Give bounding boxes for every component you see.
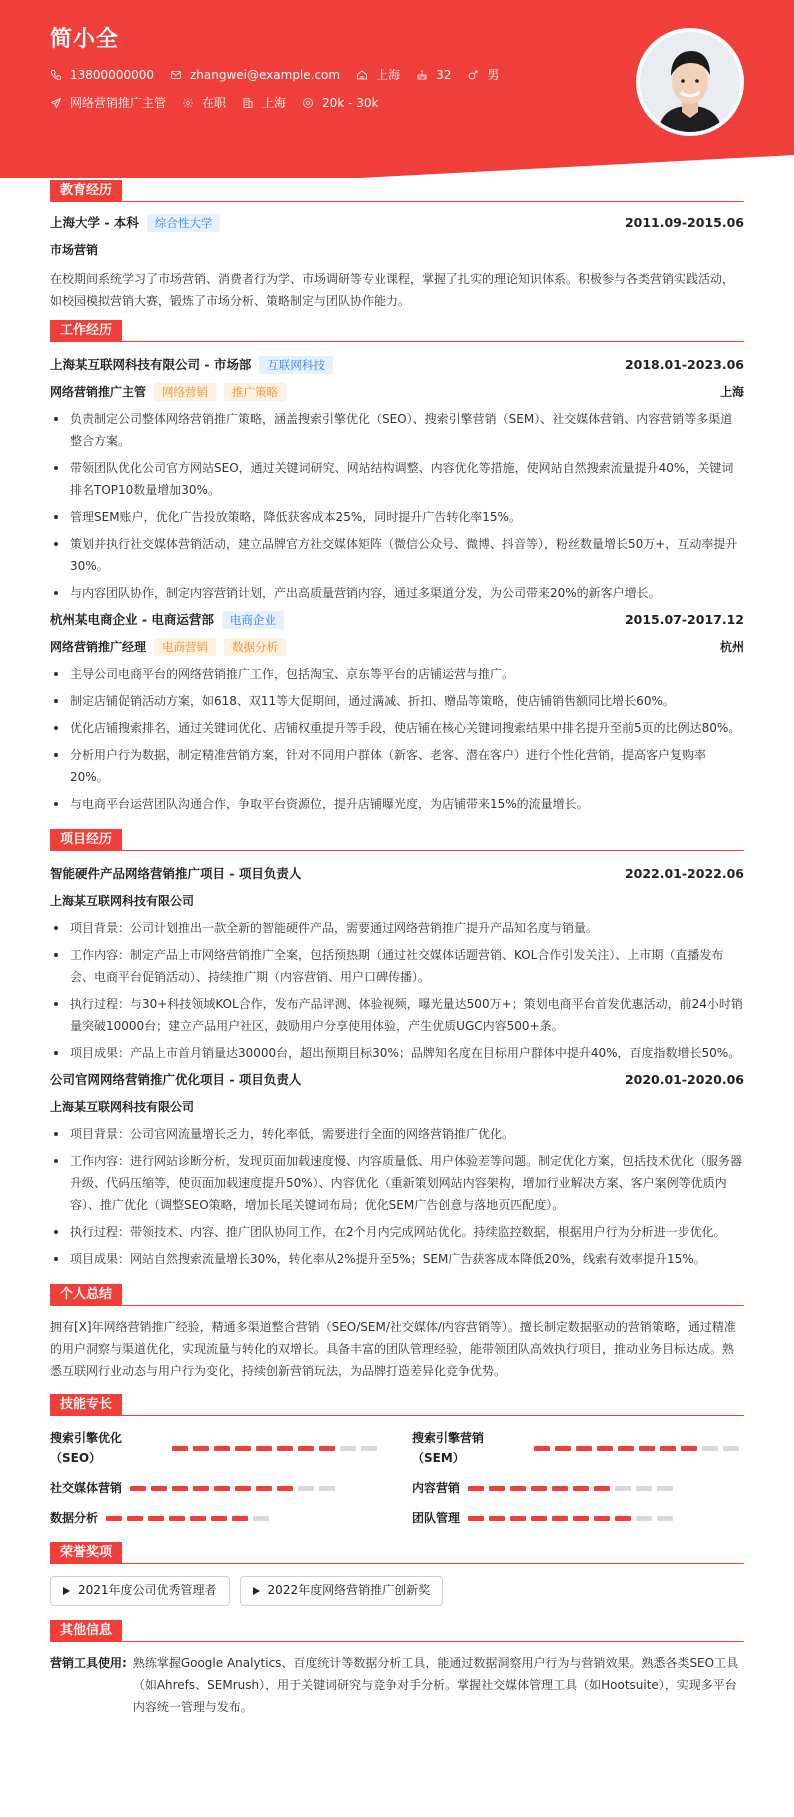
skill-level-segment [148, 1516, 164, 1521]
skill-level-segment [298, 1486, 314, 1491]
skill-level-segment [190, 1516, 206, 1521]
skill-level-segment [256, 1486, 272, 1491]
section-divider [122, 1563, 744, 1564]
list-item: 策划并执行社交媒体营销活动，建立品牌官方社交媒体矩阵（微信公众号、微博、抖音等），粉丝数量增长50万+，互动率提升30%。 [50, 533, 744, 577]
resume-header [0, 0, 794, 178]
skill-level-segment [169, 1516, 185, 1521]
other-info-value: 熟练掌握Google Analytics、百度统计等数据分析工具，能通过数据洞察用户行为与营销效果。熟悉各类SEO工具（如Ahrefs、SEMrush），用于关键词研究与竞争对手分析。掌握社交媒体管理工具（如Hootsuite），实现多平台内容统一管理与发布。 [132, 1656, 739, 1714]
skill-level-segment [193, 1446, 209, 1451]
section-divider [122, 850, 744, 851]
job-intent-row [50, 94, 515, 112]
skill-level-segment [127, 1516, 143, 1521]
skill-level-segment [573, 1516, 589, 1521]
section-skills-title: 技能专长 [50, 1394, 122, 1416]
gender-item [467, 66, 499, 84]
skill-level-segment [319, 1486, 335, 1491]
work-position: 网络营销推广主管 [50, 385, 147, 399]
skill-level-segment [235, 1446, 251, 1451]
skill-name: 社交媒体营销 [50, 1481, 123, 1495]
project-entry-head [50, 863, 744, 885]
skill-level-segment [615, 1516, 631, 1521]
project-company: 上海某互联网科技有限公司 [50, 1100, 195, 1114]
section-awards-title: 荣誉奖项 [50, 1542, 122, 1564]
mail-icon [170, 69, 182, 81]
work-bullets [50, 663, 744, 815]
email-text: zhangwei@example.com [189, 68, 341, 82]
section-divider [122, 1641, 744, 1642]
work-company-tag: 互联网科技 [259, 356, 333, 374]
email-item [170, 66, 340, 84]
section-other [50, 1620, 744, 1642]
skill-level-bar [468, 1516, 678, 1521]
list-item: 优化店铺搜索排名，通过关键词优化、店铺权重提升等手段，使店铺在核心关键词搜索结果中排名提升至前5页的比例达80%。 [50, 717, 744, 739]
skill-level-bar [534, 1446, 744, 1451]
project-entry-head [50, 1069, 744, 1091]
gender-icon [467, 69, 479, 81]
list-item: 制定店铺促销活动方案，如618、双11等大促期间，通过满减、折扣、赠品等策略，使店铺销售额同比增长60%。 [50, 690, 744, 712]
work-position-row [50, 637, 744, 657]
skill-level-segment [361, 1446, 377, 1451]
skill-level-segment [340, 1446, 356, 1451]
skill-level-segment [552, 1486, 568, 1491]
skill-name: 搜索引擎优化（SEO） [50, 1431, 123, 1465]
coin-icon [302, 97, 314, 109]
work-company-tag: 电商企业 [222, 611, 284, 629]
building-icon [242, 97, 254, 109]
salary-text: 20k - 30k [322, 96, 379, 110]
target-city-item [242, 94, 286, 112]
education-tag: 综合性大学 [147, 214, 221, 232]
section-divider [122, 201, 744, 202]
work-company: 杭州某电商企业 - 电商运营部 [50, 612, 214, 627]
status-text: 在职 [202, 96, 227, 110]
section-project [50, 829, 744, 851]
work-entry-left [50, 609, 284, 631]
age-item [416, 66, 451, 84]
education-description: 在校期间系统学习了市场营销、消费者行为学、市场调研等专业课程，掌握了扎实的理论知识体系。积极参与各类营销实践活动，如校园模拟营销大赛，锻炼了市场分析、策略制定与团队协作能力。 [50, 272, 735, 308]
skill-item [412, 1508, 744, 1528]
work-date: 2015.07-2017.12 [624, 612, 744, 627]
education-date: 2011.09-2015.06 [624, 215, 744, 230]
gender-text: 男 [487, 68, 500, 82]
list-item: 项目背景：公司官网流量增长乏力，转化率低，需要进行全面的网络营销推广优化。 [50, 1123, 744, 1145]
list-item: 负责制定公司整体网络营销推广策略，涵盖搜索引擎优化（SEO）、搜索引擎营销（SEM）、社交媒体营销、内容营销等多渠道整合方案。 [50, 408, 744, 452]
section-work [50, 320, 744, 342]
list-item: 带领团队优化公司官方网站SEO，通过关键词研究、网站结构调整、内容优化等措施，使网站自然搜索流量提升40%，关键词排名TOP10数量增加30%。 [50, 457, 744, 501]
skills-grid [50, 1428, 744, 1528]
work-skill-tag: 推广策略 [224, 383, 286, 401]
skill-name: 团队管理 [412, 1511, 461, 1525]
skill-level-segment [531, 1486, 547, 1491]
work-date: 2018.01-2023.06 [624, 357, 744, 372]
avatar-frame [636, 28, 744, 136]
skill-level-bar [106, 1516, 274, 1521]
award-item [240, 1576, 444, 1606]
work-company: 上海某互联网科技有限公司 - 市场部 [50, 357, 252, 372]
skill-level-segment [552, 1516, 568, 1521]
work-position: 网络营销推广经理 [50, 640, 147, 654]
skill-item [50, 1508, 382, 1528]
send-icon [50, 97, 62, 109]
award-text: 2022年度网络营销推广创新奖 [267, 1583, 431, 1598]
avatar-portrait [640, 32, 740, 132]
skill-level-segment [636, 1516, 652, 1521]
target-job-text: 网络营销推广主管 [70, 96, 167, 110]
education-major: 市场营销 [50, 243, 99, 257]
section-project-title: 项目经历 [50, 829, 122, 851]
list-item: 工作内容：制定产品上市网络营销推广全案，包括预热期（通过社交媒体话题营销、KOL合作引发关注）、上市期（直播发布会、电商平台促销活动）、持续推广期（内容营销、用户口碑传播）。 [50, 944, 744, 988]
work-position-row [50, 382, 744, 402]
section-other-title: 其他信息 [50, 1620, 122, 1642]
contact-row [50, 66, 515, 84]
list-item: 执行过程：与30+科技领域KOL合作，发布产品评测、体验视频，曝光量达500万+；策划电商平台首发优惠活动，前24小时销量突破10000台；建立产品用户社区，鼓励用户分享使用体验，产生优质UGC内容500+条。 [50, 993, 744, 1037]
skill-level-segment [489, 1486, 505, 1491]
education-entry-head [50, 212, 744, 234]
skill-level-segment [256, 1446, 272, 1451]
skill-level-segment [193, 1486, 209, 1491]
header-content [50, 24, 515, 112]
skill-level-segment [211, 1516, 227, 1521]
project-company-row [50, 1097, 744, 1117]
awards-list [50, 1576, 744, 1606]
project-title: 智能硬件产品网络营销推广项目 - 项目负责人 [50, 866, 302, 881]
cake-icon [416, 69, 428, 81]
candidate-name: 简小全 [50, 27, 120, 52]
section-skills [50, 1394, 744, 1416]
skill-level-segment [151, 1486, 167, 1491]
project-date: 2020.01-2020.06 [624, 1072, 744, 1087]
project-bullets [50, 917, 744, 1064]
skill-level-segment [468, 1486, 484, 1491]
list-item: 管理SEM账户，优化广告投放策略，降低获客成本25%，同时提升广告转化率15%。 [50, 506, 744, 528]
work-skill-tag: 网络营销 [154, 383, 216, 401]
section-summary [50, 1284, 744, 1306]
work-position-left [50, 637, 286, 657]
work-city: 上海 [719, 385, 744, 399]
education-left [50, 212, 220, 234]
skill-level-segment [106, 1516, 122, 1521]
work-skill-tag: 数据分析 [224, 638, 286, 656]
list-item: 主导公司电商平台的网络营销推广工作，包括淘宝、京东等平台的店铺运营与推广。 [50, 663, 744, 685]
list-item: 工作内容：进行网站诊断分析，发现页面加载速度慢、内容质量低、用户体验差等问题。制定优化方案，包括技术优化（服务器升级、代码压缩等，使页面加载速度提升50%）、内容优化（重新策划网站内容架构，增加行业解决方案、客户案例等优质内容）、推广优化（调整SEO策略，增加长尾关键词布局；优化SEM广告创意与落地页匹配度）。 [50, 1150, 744, 1216]
work-entry [50, 609, 744, 815]
award-item [50, 1576, 230, 1606]
skill-level-segment [618, 1446, 634, 1451]
skill-level-segment [639, 1446, 655, 1451]
location-text: 上海 [376, 68, 401, 82]
play-icon [63, 1587, 70, 1595]
work-entry-head [50, 354, 744, 376]
list-item: 与内容团队协作，制定内容营销计划，产出高质量营销内容，通过多渠道分发，为公司带来20%的新客户增长。 [50, 582, 744, 604]
home-icon [356, 69, 368, 81]
skill-level-segment [594, 1516, 610, 1521]
list-item: 分析用户行为数据，制定精准营销方案，针对不同用户群体（新客、老客、潜在客户）进行个性化营销，提高客户复购率20%。 [50, 744, 744, 788]
work-position-left [50, 382, 286, 402]
salary-item [302, 94, 378, 112]
list-item: 项目背景：公司计划推出一款全新的智能硬件产品，需要通过网络营销推广提升产品知名度与销量。 [50, 917, 744, 939]
project-entry [50, 1069, 744, 1270]
skill-level-segment [235, 1486, 251, 1491]
skill-level-segment [660, 1446, 676, 1451]
list-item: 项目成果：产品上市首月销量达30000台，超出预期目标30%；品牌知名度在目标用户群体中提升40%，百度指数增长50%。 [50, 1042, 744, 1064]
skill-level-segment [277, 1486, 293, 1491]
skill-level-segment [489, 1516, 505, 1521]
skill-name: 内容营销 [412, 1481, 461, 1495]
section-divider [122, 1305, 744, 1306]
work-entry-left [50, 354, 333, 376]
list-item: 项目成果：网站自然搜索流量增长30%，转化率从2%提升至5%；SEM广告获客成本降低20%，线索有效率提升15%。 [50, 1248, 744, 1270]
project-title: 公司官网网络营销推广优化项目 - 项目负责人 [50, 1072, 302, 1087]
skill-level-segment [636, 1486, 652, 1491]
section-summary-title: 个人总结 [50, 1284, 122, 1306]
section-work-title: 工作经历 [50, 320, 122, 342]
skill-level-segment [531, 1516, 547, 1521]
phone-item [50, 66, 154, 84]
skill-level-segment [319, 1446, 335, 1451]
section-divider [122, 1415, 744, 1416]
skill-name: 数据分析 [50, 1511, 99, 1525]
education-major-row [50, 240, 744, 260]
skill-level-segment [232, 1516, 248, 1521]
section-education-title: 教育经历 [50, 180, 122, 202]
award-text: 2021年度公司优秀管理者 [78, 1583, 217, 1598]
phone-icon [50, 69, 62, 81]
section-education [50, 180, 744, 202]
skill-level-segment [510, 1516, 526, 1521]
project-bullets [50, 1123, 744, 1270]
skill-level-segment [214, 1446, 230, 1451]
list-item: 与电商平台运营团队沟通合作，争取平台资源位，提升店铺曝光度，为店铺带来15%的流量增长。 [50, 793, 744, 815]
gear-icon [182, 97, 194, 109]
skill-level-segment [510, 1486, 526, 1491]
target-city-text: 上海 [262, 96, 287, 110]
summary-text: 拥有[X]年网络营销推广经验，精通多渠道整合营销（SEO/SEM/社交媒体/内容营销等）。擅长制定数据驱动的营销策略，通过精准的用户洞察与渠道优化，实现流量与转化的双增长。具备丰富的团队管理经验，能带领团队高效执行项目，推动业务目标达成。熟悉互联网行业动态与用户行为变化，持续创新营销玩法，为品牌打造差异化竞争优势。 [50, 1320, 736, 1378]
age-text: 32 [436, 68, 452, 82]
other-info-row [50, 1652, 744, 1718]
skill-level-segment [702, 1446, 718, 1451]
location-item [356, 66, 400, 84]
skill-level-segment [681, 1446, 697, 1451]
work-entry [50, 354, 744, 604]
other-info-key: 营销工具使用: [50, 1656, 127, 1670]
target-job-item [50, 94, 166, 112]
resume-body [0, 180, 794, 1718]
list-item: 执行过程：带领技术、内容、推广团队协同工作，在2个月内完成网站优化。持续监控数据，根据用户行为分析进一步优化。 [50, 1221, 744, 1243]
work-entry-head [50, 609, 744, 631]
project-date: 2022.01-2022.06 [624, 866, 744, 881]
skill-level-segment [298, 1446, 314, 1451]
skill-item [412, 1478, 744, 1498]
skill-item [412, 1428, 744, 1468]
work-skill-tag: 电商营销 [154, 638, 216, 656]
play-icon [253, 1587, 260, 1595]
avatar [640, 32, 740, 132]
phone-text: 13800000000 [70, 68, 154, 82]
skill-level-segment [253, 1516, 269, 1521]
skill-level-segment [555, 1446, 571, 1451]
work-city: 杭州 [719, 640, 744, 654]
skill-level-bar [468, 1486, 678, 1491]
project-entry [50, 863, 744, 1064]
work-bullets [50, 408, 744, 604]
skill-level-segment [594, 1486, 610, 1491]
skill-level-segment [277, 1446, 293, 1451]
skill-level-segment [615, 1486, 631, 1491]
skill-level-segment [130, 1486, 146, 1491]
skill-item [50, 1428, 382, 1468]
skill-level-bar [172, 1446, 382, 1451]
skill-level-segment [468, 1516, 484, 1521]
skill-level-segment [534, 1446, 550, 1451]
section-awards [50, 1542, 744, 1564]
skill-item [50, 1478, 382, 1498]
project-company: 上海某互联网科技有限公司 [50, 894, 195, 908]
skill-name: 搜索引擎营销（SEM） [412, 1431, 485, 1465]
skill-level-segment [597, 1446, 613, 1451]
skill-level-bar [130, 1486, 340, 1491]
section-divider [122, 341, 744, 342]
status-item [182, 94, 226, 112]
skill-level-segment [172, 1446, 188, 1451]
education-school: 上海大学 - 本科 [50, 215, 139, 230]
skill-level-segment [657, 1516, 673, 1521]
skill-level-segment [573, 1486, 589, 1491]
skill-level-segment [172, 1486, 188, 1491]
skill-level-segment [576, 1446, 592, 1451]
skill-level-segment [214, 1486, 230, 1491]
skill-level-segment [657, 1486, 673, 1491]
project-company-row [50, 891, 744, 911]
skill-level-segment [723, 1446, 739, 1451]
